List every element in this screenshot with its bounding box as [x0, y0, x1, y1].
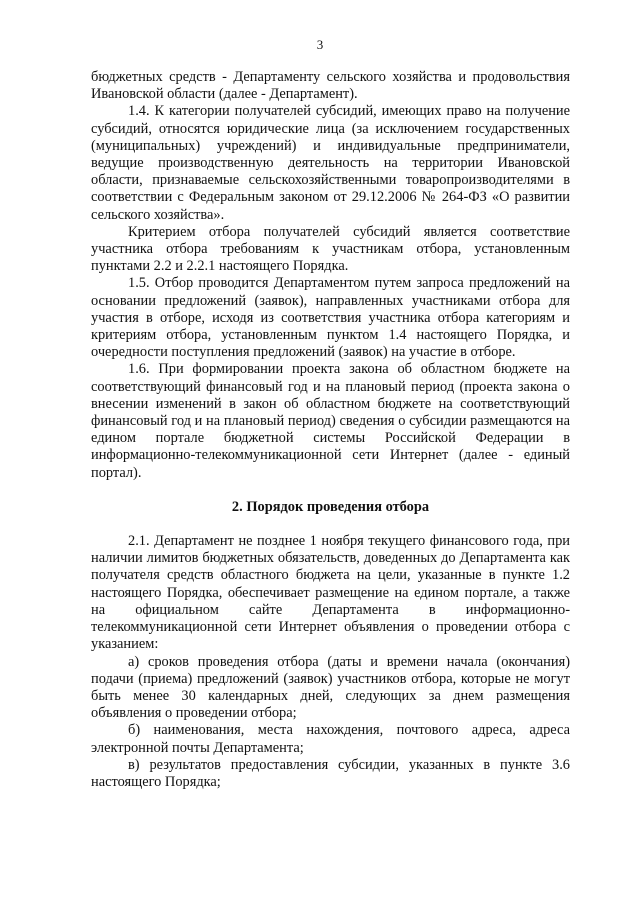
page-number: 3 [316, 37, 324, 52]
document-body [91, 69, 570, 791]
paragraph-criterion: Критерием отбора получателей субсидий является соответствие участника отбора требованиям к участникам отбора, установленным пунктами 2.2 и 2.2.1 настоящего Порядка. [91, 223, 570, 275]
paragraph-1-4: 1.4. К категории получателей субсидий, имеющих право на получение субсидий, относятся юридические лица (за исключением государственных (муниципальных) учреждений) и индивидуальные предприниматели, ведущие производственную деятельность на территории Ивановской области, признаваемые сельскохозяйственными товаропроизводителями в соответствии с Федеральным законом от 29.12.2006 № 264-ФЗ «О развитии сельского хозяйства». [91, 103, 570, 223]
list-item-a: а) сроков проведения отбора (даты и времени начала (окончания) подачи (приема) предложений (заявок) участников отбора, которые не могут быть менее 30 календарных дней, следующих за днем размещения объявления о проведении отбора; [91, 653, 570, 722]
paragraph-2-1: 2.1. Департамент не позднее 1 ноября текущего финансового года, при наличии лимитов бюджетных обязательств, доведенных до Департамента как получателя средств областного бюджета на цели, указанные в пункте 1.2 настоящего Порядка, обеспечивает размещение на едином портале, а также на официальном сайте Департамента в информационно-телекоммуникационной сети Интернет объявления о проведении отбора с указанием: [91, 533, 570, 653]
section-heading: 2. Порядок проведения отбора [231, 498, 430, 515]
list-item-v: в) результатов предоставления субсидии, указанных в пункте 3.6 настоящего Порядка; [91, 756, 570, 790]
paragraph-continuation: бюджетных средств - Департаменту сельского хозяйства и продовольствия Ивановской области (далее - Департамент). [91, 69, 570, 103]
paragraph-1-6: 1.6. При формировании проекта закона об областном бюджете на соответствующий финансовый год и на плановый период (проекта закона о внесении изменений в закон об областном бюджете на соответствующий финансовый год и на плановый период) сведения о субсидии размещаются на едином портале бюджетной системы Российской Федерации в информационно-телекоммуникационной сети Интернет (далее - единый портал). [91, 361, 570, 481]
list-item-b: б) наименования, места нахождения, почтового адреса, адреса электронной почты Департамента; [91, 722, 570, 756]
paragraph-1-5: 1.5. Отбор проводится Департаментом путем запроса предложений на основании предложений (заявок), направленных участниками отбора для участия в отборе, исходя из соответствия участника отбора категориям и критериям отбора, установленным пунктом 1.4 настоящего Порядка, и очередности поступления предложений (заявок) на участие в отборе. [91, 275, 570, 361]
